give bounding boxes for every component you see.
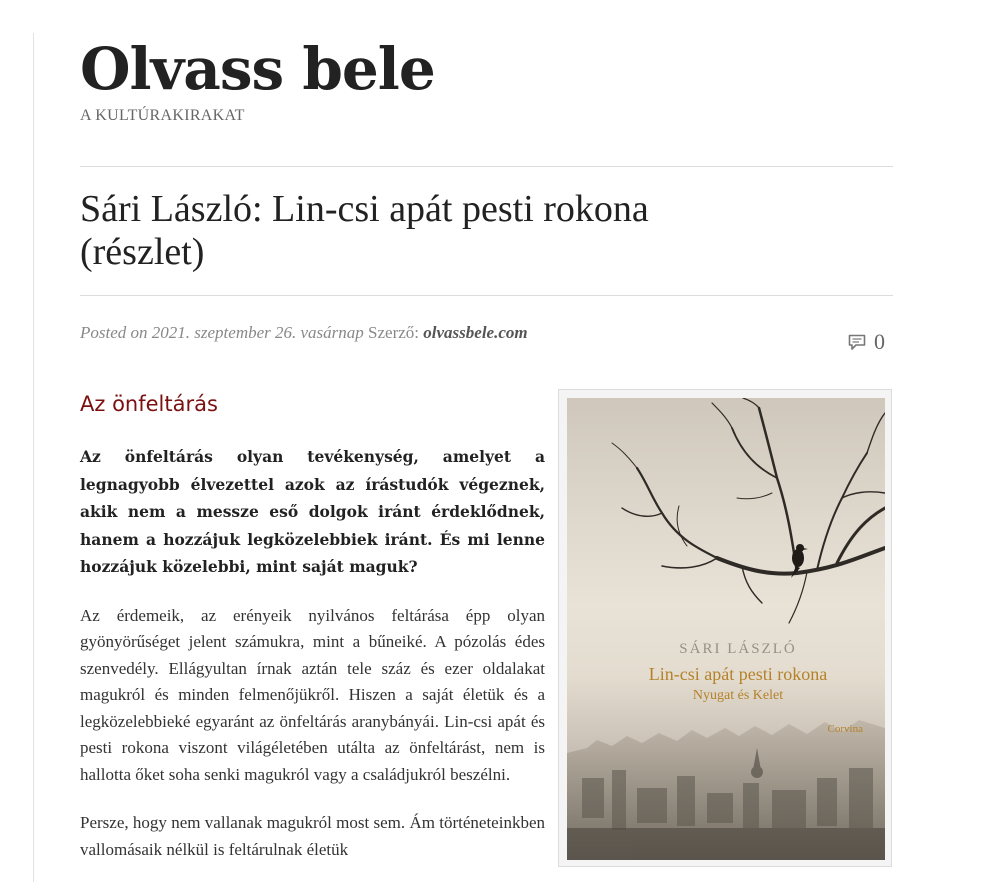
post-date[interactable]: 2021. szeptember 26. vasárnap xyxy=(151,323,364,342)
post-meta xyxy=(80,323,528,343)
post-content xyxy=(80,390,545,885)
cover-subtitle: Nyugat és Kelet xyxy=(692,688,784,703)
page-left-border xyxy=(33,33,34,882)
section-heading: Az önfeltárás xyxy=(80,392,218,416)
cover-author: SÁRI LÁSZLÓ xyxy=(679,641,797,657)
book-cover-image[interactable] xyxy=(567,398,885,860)
post-title[interactable]: Sári László: Lin-csi apát pesti rokona (részlet) xyxy=(80,188,649,273)
site-tagline: A KULTÚRAKIRAKAT xyxy=(80,107,245,124)
title-divider xyxy=(80,295,893,296)
cover-title: Lin-csi apát pesti rokona xyxy=(648,664,828,684)
header-divider xyxy=(80,166,893,167)
cover-illustration xyxy=(567,398,885,860)
site-title[interactable]: Olvass bele xyxy=(80,35,435,103)
speech-bubble-icon xyxy=(848,334,866,351)
book-cover-frame xyxy=(558,389,892,867)
author-label: Szerző: xyxy=(368,323,420,342)
body-paragraph: Az érdemeik, az erényeik nyilvános feltárása épp olyan gyönyörűséget jelent számukra, mint a bűneiké. A pózolás édes szenvedély. Ellágyultan írnak aztán tele száz és ezer oldalakat magukról és minden felmenőjükről. Hiszen a saját életük és a legközelebbieké egyaránt az önfeltárás aranybányái. Lin-csi apát és pesti rokona viszont világéletében utálta az önfeltárást, nem is hallotta őket soha senki magukról vagy a családjukról beszélni. xyxy=(80,605,545,784)
body-paragraph: Persze, hogy nem vallanak magukról most sem. Ám történeteinkben vallomásaik nélkül is feltárulnak életük xyxy=(80,813,545,859)
comments-link[interactable] xyxy=(848,330,885,354)
posted-on-label: Posted on xyxy=(80,323,148,342)
comment-count: 0 xyxy=(874,329,885,354)
cover-publisher: Corvina xyxy=(827,723,863,735)
lead-paragraph: Az önfeltárás olyan tevékenység, amelyet a legnagyobb élvezettel azok az írástudók végeznek, akik nem a messze eső dolgok iránt érdeklődnek, hanem a hozzájuk legközelebbiek iránt. És mi lenne hozzájuk közelebbi, mint saját maguk? xyxy=(80,447,545,576)
post-author[interactable]: olvassbele.com xyxy=(423,323,528,342)
